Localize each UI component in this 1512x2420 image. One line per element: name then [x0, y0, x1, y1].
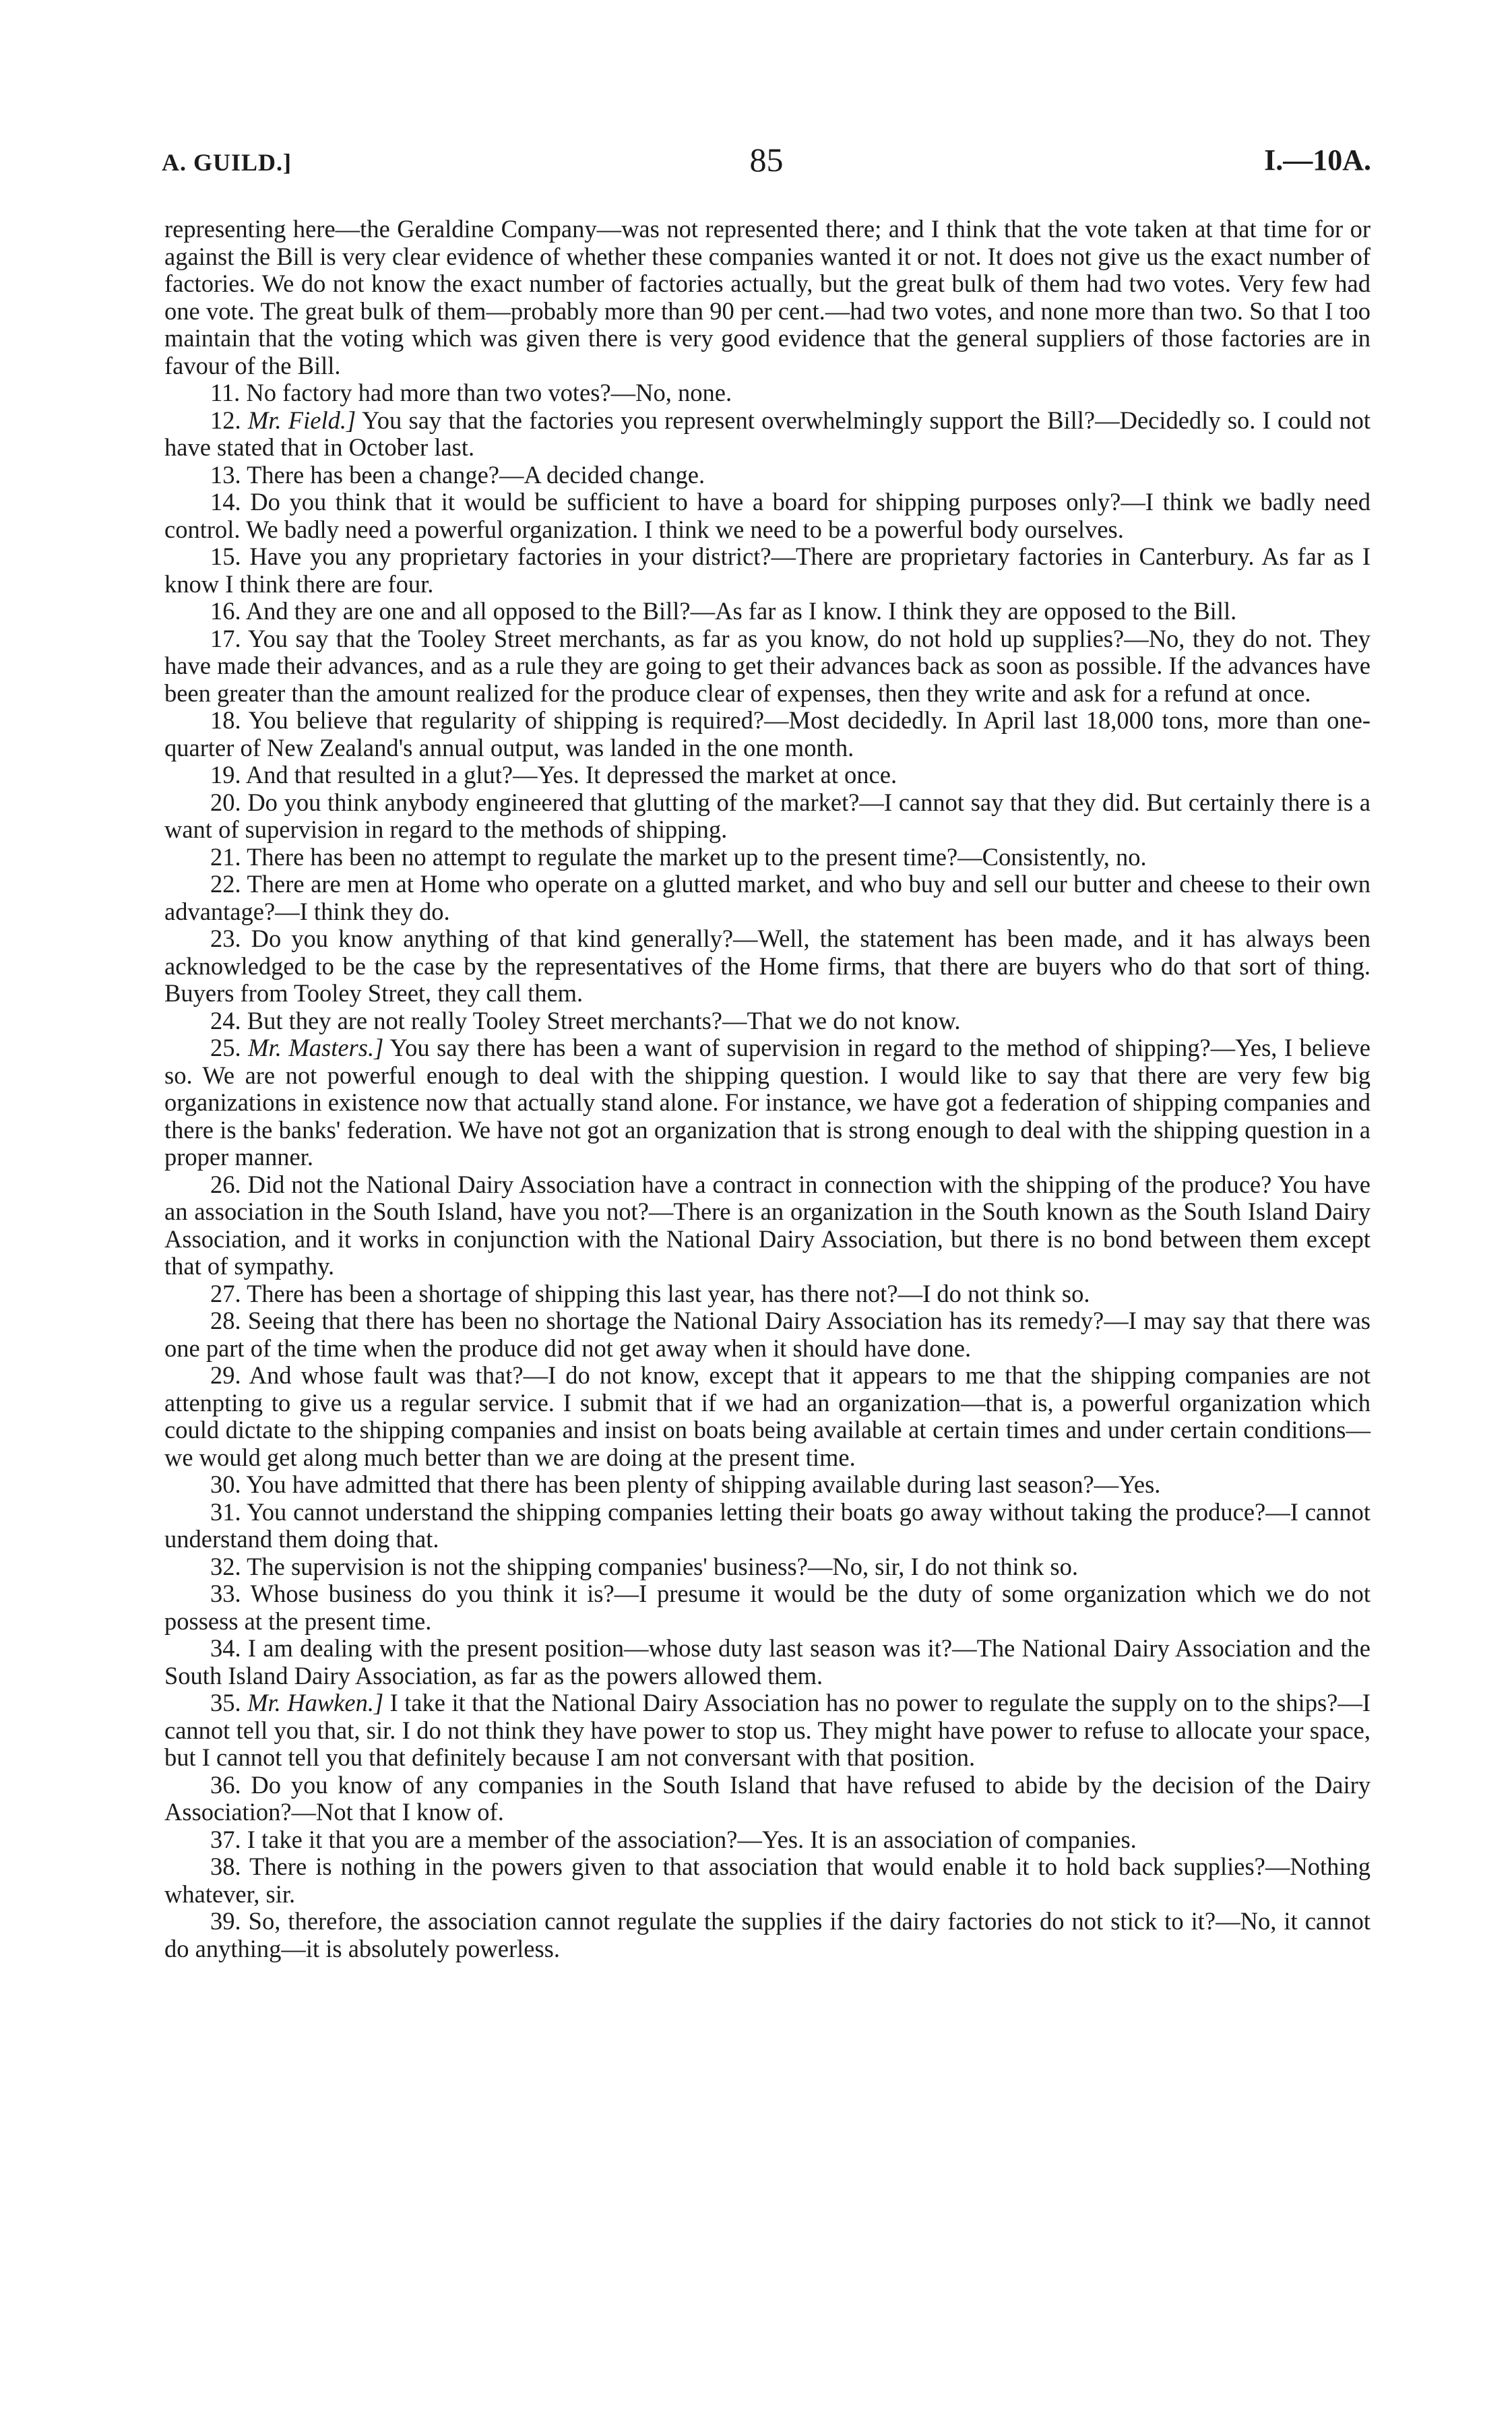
question-number: 19.: [210, 761, 241, 788]
question-number: 28.: [210, 1307, 241, 1334]
question-number: 25.: [210, 1034, 241, 1061]
question-text: You say there has been a want of supervision in regard to the method of shipping?—Yes, I believe so. We are not powerful enough to deal with the shipping question. I would like to say that there are very few big organizations in existence now that actually stand alone. For instance, we have got a federation of shipping companies and there is the banks' federation. We have not got an organization that is strong enough to deal with the shipping question in a proper manner.: [164, 1034, 1371, 1171]
question-text: You say that the factories you represent overwhelmingly support the Bill?—Decidedly so. I could not have stated that in October last.: [164, 406, 1371, 461]
question-number: 20.: [210, 788, 241, 816]
question-number: 26.: [210, 1170, 241, 1198]
question-number: 29.: [210, 1361, 241, 1389]
question-paragraph: [164, 707, 1371, 762]
speaker-name: Mr. Field.]: [247, 406, 356, 434]
question-text: Did not the National Dairy Association have a contract in connection with the shipping of the produce? You have an association in the South Island, have you not?—There is an organization in the South known as the South Island Dairy Association, and it works in conjunction with the National Dairy Association, but there is no bond between them except that of sympathy.: [164, 1170, 1371, 1280]
question-number: 24.: [210, 1006, 241, 1034]
question-paragraph: [164, 1772, 1371, 1826]
question-paragraph: [164, 925, 1371, 1007]
question-number: 27.: [210, 1279, 241, 1307]
question-text: Whose business do you think it is?—I presume it would be the duty of some organization which we do not possess at the present time.: [164, 1580, 1371, 1635]
speaker-name: Mr. Masters.]: [248, 1034, 384, 1061]
paper-reference: I.—10A.: [1264, 144, 1371, 177]
question-paragraph: [164, 1280, 1371, 1308]
question-text: No factory had more than two votes?—No, none.: [246, 379, 732, 406]
question-paragraph: [164, 543, 1371, 598]
question-text: Have you any proprietary factories in your district?—There are proprietary factories in Canterbury. As far as I know I think there are four.: [164, 542, 1371, 598]
question-number: 12.: [210, 406, 241, 434]
question-paragraph: [164, 625, 1371, 708]
question-number: 23.: [210, 925, 241, 952]
question-paragraph: [164, 1580, 1371, 1635]
speaker-name: Mr. Hawken.]: [247, 1689, 384, 1716]
page-header: [162, 135, 1371, 189]
question-number: 16.: [210, 597, 241, 625]
question-number: 14.: [210, 488, 241, 516]
question-paragraph: [164, 1689, 1371, 1772]
question-text: The supervision is not the shipping companies' business?—No, sir, I do not think so.: [247, 1552, 1078, 1580]
question-text: Do you know anything of that kind generally?—Well, the statement has been made, and it has always been acknowledged to be the case by the representatives of the Home firms, that there are buyers who do that sort of thing. Buyers from Tooley Street, they call them.: [164, 925, 1371, 1007]
question-number: 17.: [210, 624, 241, 652]
question-text: And that resulted in a glut?—Yes. It depressed the market at once.: [245, 761, 897, 788]
question-paragraph: [164, 789, 1371, 844]
question-number: 35.: [210, 1689, 241, 1716]
question-paragraph: [164, 1171, 1371, 1280]
question-number: 13.: [210, 460, 241, 489]
question-text: You have admitted that there has been plenty of shipping available during last season?—Yes.: [246, 1470, 1161, 1498]
question-text: There has been no attempt to regulate the market up to the present time?—Consistently, no.: [247, 842, 1147, 871]
question-text: There has been a change?—A decided change.: [247, 460, 705, 489]
header-witness-name: A. GUILD.]: [162, 149, 292, 176]
question-paragraph: [164, 489, 1371, 543]
question-paragraph: [164, 1307, 1371, 1362]
question-number: 33.: [210, 1580, 241, 1607]
question-number: 15.: [210, 542, 241, 570]
question-paragraph: [164, 1853, 1371, 1908]
question-number: 18.: [210, 706, 241, 734]
question-text: I am dealing with the present position—whose duty last season was it?—The National Dairy Association and the South Island Dairy Association, as far as the powers allowed them.: [164, 1634, 1371, 1689]
question-paragraph: [164, 407, 1371, 462]
question-text: And whose fault was that?—I do not know, except that it appears to me that the shipping companies are not attenpting to give us a regular service. I submit that if we had an organization—that is, a powerful organization which could dictate to the shipping companies and insist on boats being available at certain times and under certain conditions—we would get along much better than we are doing at the present time.: [164, 1361, 1371, 1471]
opening-paragraph: representing here—the Geraldine Company—was not represented there; and I think that the vote taken at that time for or against the Bill is very clear evidence of whether these companies wanted it or not. It does not give us the exact number of factories. We do not know the exact number of factories actually, but the great bulk of them had two votes. Very few had one vote. The great bulk of them—probably more than 90 per cent.—had two votes, and none more than two. So that I too maintain that the voting which was given there is very good evidence that the general suppliers of those factories are in favour of the Bill.: [164, 215, 1371, 379]
question-paragraph: [164, 1499, 1371, 1553]
question-paragraph: [164, 1007, 1371, 1035]
question-paragraph: [164, 871, 1371, 925]
question-text: There is nothing in the powers given to that association that would enable it to hold back supplies?—Nothing whatever, sir.: [164, 1853, 1371, 1908]
question-number: 34.: [210, 1634, 241, 1662]
question-text: Seeing that there has been no shortage the National Dairy Association has its remedy?—I may say that there was one part of the time when the produce did not get away when it should have done.: [164, 1307, 1371, 1362]
question-text: There has been a shortage of shipping this last year, has there not?—I do not think so.: [247, 1279, 1090, 1307]
question-paragraph: [164, 1471, 1371, 1499]
question-number: 38.: [210, 1853, 241, 1880]
document-body: [164, 216, 1371, 1962]
question-text: You say that the Tooley Street merchants, as far as you know, do not hold up supplies?—No, they do not. They have made their advances, and as a rule they are going to get their advances back as soon as possible. If the advances have been greater than the amount realized for the produce clear of expenses, then they write and ask for a refund at once.: [164, 624, 1371, 707]
question-paragraph: [164, 762, 1371, 789]
question-number: 37.: [210, 1825, 241, 1853]
question-paragraph: [164, 462, 1371, 489]
question-number: 22.: [210, 870, 241, 898]
question-text: And they are one and all opposed to the Bill?—As far as I know. I think they are opposed to the Bill.: [245, 597, 1237, 625]
question-text: Do you think anybody engineered that glutting of the market?—I cannot say that they did. But certainly there is a want of supervision in regard to the methods of shipping.: [164, 788, 1371, 843]
question-text: You believe that regularity of shipping is required?—Most decidedly. In April last 18,000 tons, more than one-quarter of New Zealand's annual output, was landed in the one month.: [164, 706, 1371, 762]
question-number: 11.: [210, 379, 241, 406]
question-paragraph: [164, 1826, 1371, 1854]
question-paragraph: [164, 1635, 1371, 1689]
question-text: But they are not really Tooley Street merchants?—That we do not know.: [247, 1006, 961, 1034]
question-number: 21.: [210, 842, 241, 871]
question-paragraph: [164, 844, 1371, 871]
question-number: 32.: [210, 1552, 241, 1580]
question-paragraph: [164, 1034, 1371, 1171]
question-text: So, therefore, the association cannot regulate the supplies if the dairy factories do not stick to it?—No, it cannot do anything—it is absolutely powerless.: [164, 1907, 1371, 1962]
question-paragraph: [164, 598, 1371, 625]
question-paragraph: [164, 379, 1371, 407]
question-number: 36.: [210, 1770, 241, 1799]
question-paragraph: [164, 1553, 1371, 1581]
question-paragraph: [164, 1362, 1371, 1471]
question-text: Do you know of any companies in the South Island that have refused to abide by the decision of the Dairy Association?—Not that I know of.: [164, 1770, 1371, 1826]
question-paragraph: [164, 1908, 1371, 1962]
question-text: You cannot understand the shipping companies letting their boats go away without taking the produce?—I cannot understand them doing that.: [164, 1497, 1371, 1553]
question-text: I take it that you are a member of the association?—Yes. It is an association of companies.: [247, 1825, 1137, 1853]
question-text: Do you think that it would be sufficient to have a board for shipping purposes only?—I think we badly need control. We badly need a powerful organization. I think we need to be a powerful body ourselves.: [164, 488, 1371, 543]
question-number: 31.: [210, 1497, 241, 1526]
question-number: 39.: [210, 1907, 241, 1935]
question-text: I take it that the National Dairy Association has no power to regulate the supply on to the ships?—I cannot tell you that, sir. I do not think they have power to stop us. They might have power to refuse to allocate your space, but I cannot tell you that definitely because I am not conversant with that position.: [164, 1689, 1371, 1771]
page-number: 85: [749, 141, 784, 179]
question-text: There are men at Home who operate on a glutted market, and who buy and sell our butter and cheese to their own advantage?—I think they do.: [164, 870, 1371, 925]
question-number: 30.: [210, 1470, 241, 1498]
